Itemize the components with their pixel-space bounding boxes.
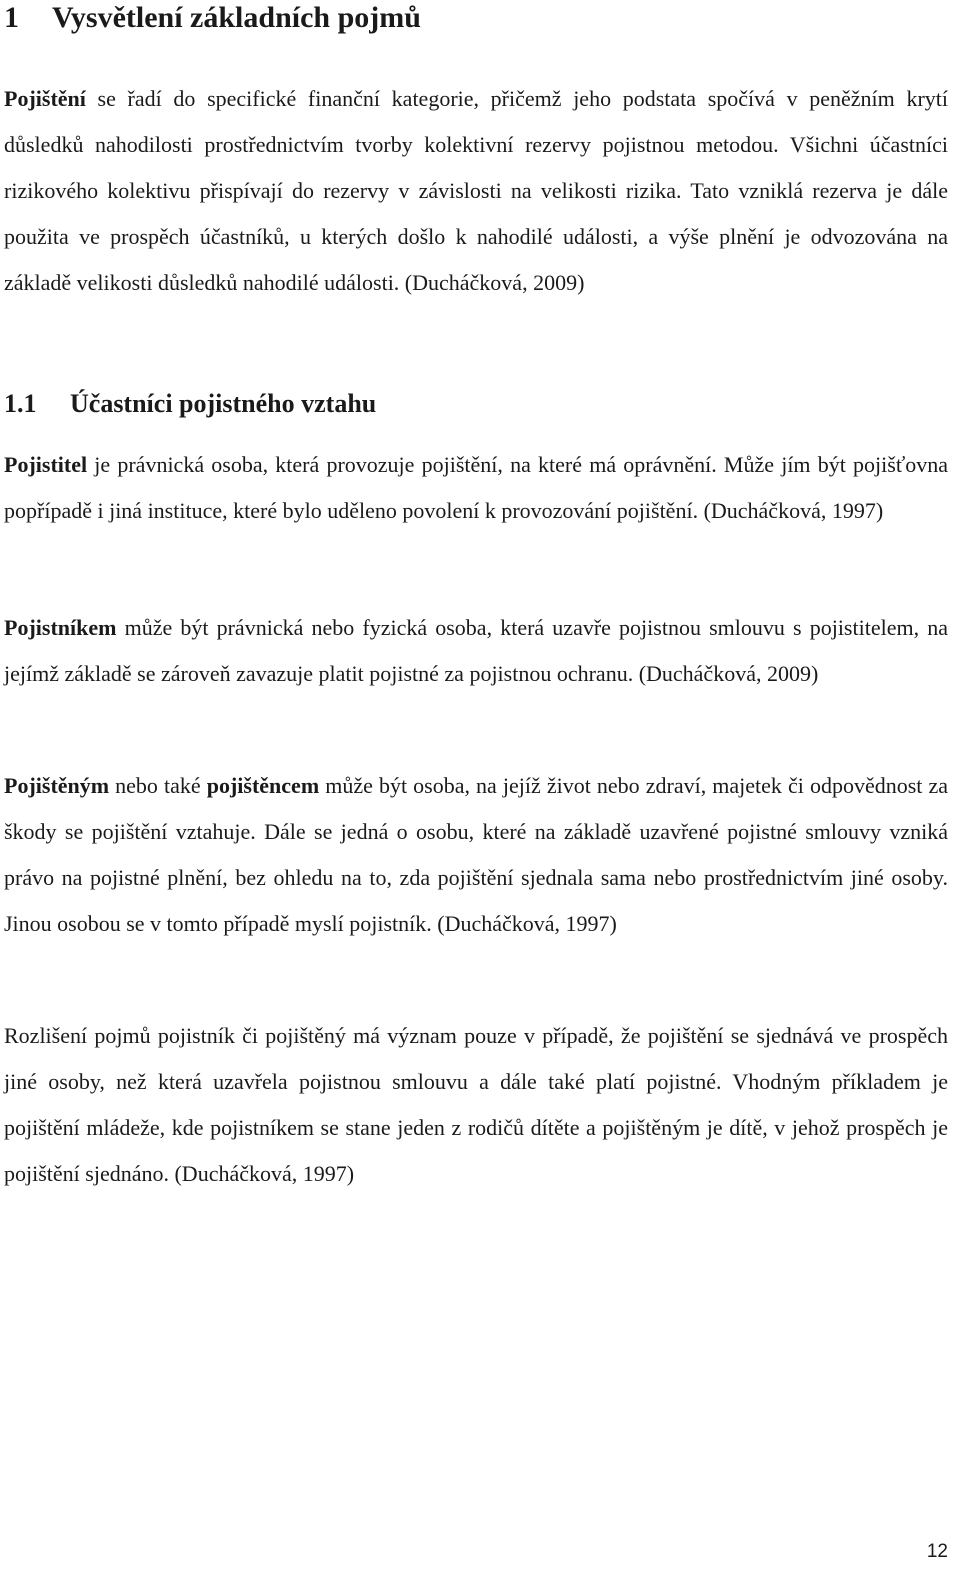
paragraph-pojistnik: [4, 605, 948, 697]
term-pojistnikem: Pojistníkem: [4, 615, 117, 640]
term-pojistitel: Pojistitel: [4, 452, 88, 477]
section-title: Účastníci pojistného vztahu: [70, 389, 377, 418]
paragraph-text: může být osoba, na jejíž život nebo zdraví, majetek či odpovědnost za škody se pojištění vztahuje. Dále se jedná o osobu, které na základě uzavřené pojistné smlouvy vzniká právo na pojistné plnění, bez ohledu na to, zda pojištění sjednala sama nebo prostřednictvím jiné osoby. Jinou osobou se v tomto případě myslí pojistník. (Ducháčková, 1997): [4, 773, 948, 936]
term-pojistencem: pojištěncem: [206, 773, 320, 798]
chapter-number: 1: [4, 1, 19, 34]
paragraph-text: Rozlišení pojmů pojistník či pojištěný má význam pouze v případě, že pojištění se sjednává ve prospěch jiné osoby, než která uzavřela pojistnou smlouvu a dále také platí pojistné. Vhodným příkladem je pojištění mládeže, kde pojistníkem se stane jeden z rodičů dítěte a pojištěným je dítě, v jehož prospěch je pojištění sjednáno. (Ducháčková, 1997): [4, 1023, 948, 1186]
paragraph-text: nebo také: [109, 773, 207, 798]
section-number: 1.1: [4, 389, 37, 418]
paragraph-text: se řadí do specifické finanční kategorie, přičemž jeho podstata spočívá v peněžním krytí důsledků nahodilosti prostřednictvím tvorby kolektivní rezervy pojistnou metodou. Všichni účastníci rizikového kolektivu přispívají do rezervy v závislosti na velikosti rizika. Tato vzniklá rezerva je dále použita ve prospěch účastníků, u kterých došlo k nahodilé události, a výše plnění je odvozována na základě velikosti důsledků nahodilé události. (Ducháčková, 2009): [4, 86, 948, 295]
paragraph-text: může být právnická nebo fyzická osoba, která uzavře pojistnou smlouvu s pojistitelem, na jejímž základě se zároveň zavazuje platit pojistné za pojistnou ochranu. (Ducháčková, 2009): [4, 615, 948, 686]
paragraph-pojisteny: [4, 763, 948, 947]
paragraph-rozliseni: [4, 1013, 948, 1197]
paragraph-pojistitel: [4, 442, 948, 534]
paragraph-text: je právnická osoba, která provozuje pojištění, na které má oprávnění. Může jím být pojišťovna popřípadě i jiná instituce, které bylo uděleno povolení k provozování pojištění. (Ducháčková, 1997): [4, 452, 948, 523]
paragraph-pojisteni: [4, 76, 948, 306]
term-pojisteni: Pojištění: [4, 86, 86, 111]
section-heading: [4, 386, 376, 422]
chapter-heading: [4, 0, 421, 36]
page-number: 12: [926, 1541, 948, 1562]
chapter-title: Vysvětlení základních pojmů: [52, 1, 421, 34]
term-pojistenym: Pojištěným: [4, 773, 110, 798]
